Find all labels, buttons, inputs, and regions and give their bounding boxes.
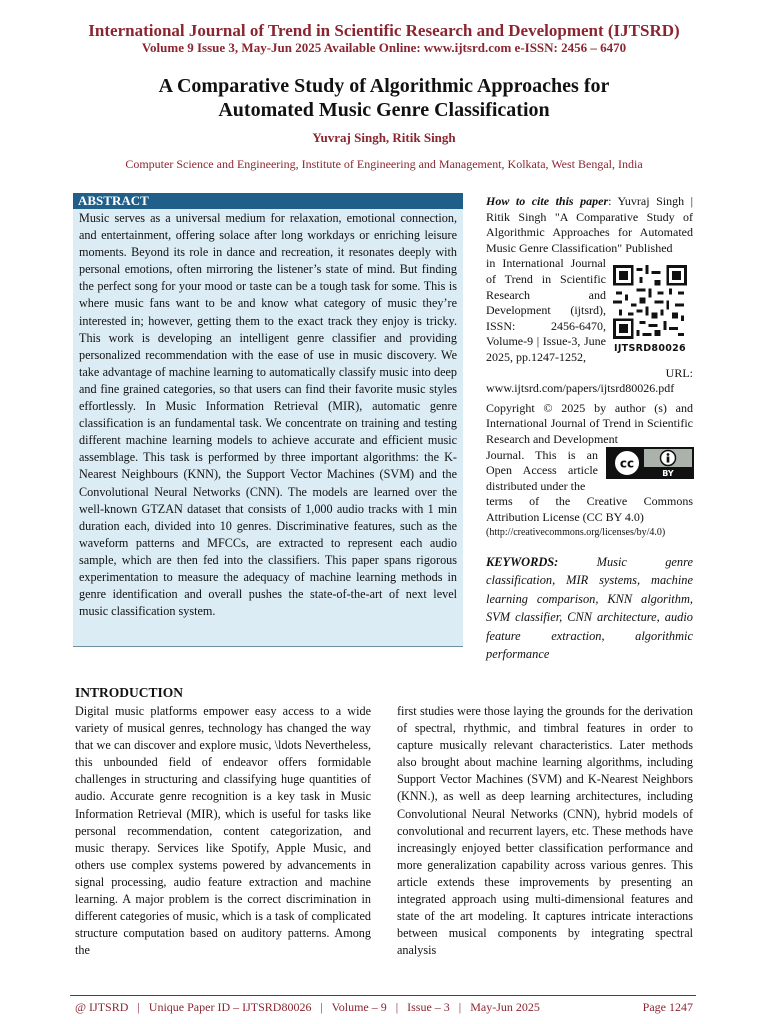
- cc-by-badge-icon: [606, 447, 694, 479]
- citation-lead-text: : Yuvraj Singh | Ritik Singh "A Comparative Study of Algorithmic Approaches for Automated Music Genre Classification" Published: [486, 194, 694, 255]
- page-footer: [75, 1000, 693, 1015]
- abstract-heading: ABSTRACT: [73, 193, 463, 209]
- citation-url-label: URL:: [665, 365, 693, 380]
- introduction-right-column: first studies were those laying the grounds for the derivation of spectral, rhythmic, and timbral features in order to capture musically relevant characteristics. Later methods also brought about machine learning algorithms, including Support Vector Machines (SVM) and K-Nearest Neighbors (KNN.), as well as deep learning architectures, including Convolutional Neural Networks (CNN), hybrid models of convolutional and recurrent layers, etc. These methods have increasingly enjoyed better classification performance and more generalization capability across various genres. This article extends these improvements by presenting an integrated approach using multi-dimensional features and state of the art modeling. It captures intricate interactions between musical components by integrating spectral analysis: [397, 704, 693, 958]
- copyright-block: [486, 401, 693, 541]
- abstract-box: [73, 193, 463, 647]
- keywords-label: KEYWORDS:: [486, 555, 559, 570]
- footer-page-number: Page 1247: [642, 1000, 693, 1014]
- copyright-terms: terms of the Creative Commons Attribution License (CC BY 4.0): [486, 494, 693, 524]
- journal-title: International Journal of Trend in Scientific Research and Development (IJTSRD): [88, 21, 680, 40]
- copyright-license: Journal. This is an Open Access article distributed under the: [486, 447, 598, 493]
- keywords-text: Music genre classification, MIR systems, machine learning comparison, KNN algorithm, SVM classifier, CNN architecture, audio feature extraction, algorithmic performance: [486, 555, 693, 662]
- qr-block: [610, 265, 690, 357]
- citation-label: How to cite this paper: [486, 194, 609, 208]
- citation-url[interactable]: www.ijtsrd.com/papers/ijtsrd80026.pdf: [486, 381, 675, 396]
- paper-authors: Yuvraj Singh, Ritik Singh: [312, 130, 456, 145]
- svg-text:BY: BY: [662, 468, 674, 478]
- paper-title-line-2: Automated Music Genre Classification: [218, 99, 550, 121]
- introduction-heading: INTRODUCTION: [75, 685, 184, 700]
- abstract-text: Music serves as a universal medium for relaxation, emotional connection, and entertainment, offering solace after long workdays or enriching leisure moments. Beyond its role in dance and recreation, it resonates deeply with personal emotions, often mirroring the listener’s state of mind. But finding the perfect song for your mood or taste can be a tough task for some. This is where music fans want to be and know what category of music they’re interested in; however, getting them to the exact track they enjoy is tricky. This work is developing an intelligent genre classifier and providing personalized recommendation with the ease of use in music discovery. We take advantage of machine learning to automatically classify music into deep and fine grained categories, so that users can find their favorite music styles effortlessly. In Music Information Retrieval (MIR), automatic genre classification is an fundamental task. We concentrate on training and testing different machine learning models to achieve accurate and efficient music assemblage. This task is performed by three important algorithms: the K-Nearest Neighbours (KNN), the Support Vector Machines (SVM) and the Convolutional Neural Networks (CNN). The models are learned over the well-known GTZAN dataset that consists of 1,000 audio tracks with 1 min duration each, divided into 10 genres. Discriminative features, such as the waveform patterns and MFCCs, are extracted to represent each audio sample, which are then fed into the classifiers. This paper spans rigorous experimentation to measure the adequacy of machine learning methods in genre identification and overall pushes the state-of-the-art of next level music classification system.: [79, 211, 457, 619]
- citation-details: in International Journal of Trend in Scientific Research and Development (ijtsrd), ISSN: 2456-6470, Volume-9 | Issue-3, June 2025, pp.1247-1252,: [486, 256, 606, 364]
- svg-text:cc: cc: [619, 456, 635, 471]
- copyright-lead: Copyright © 2025 by author (s) and International Journal of Trend in Scientific Research and Development: [486, 400, 693, 446]
- paper-affiliation: Computer Science and Engineering, Institute of Engineering and Management, Kolkata, West Bengal, India: [125, 157, 643, 171]
- citation-panel: [486, 194, 693, 664]
- qr-code-icon: [613, 265, 687, 339]
- keywords: [486, 553, 693, 663]
- introduction-left-column: Digital music platforms empower easy access to a wide variety of musical genres, technology has changed the way that we can discover and explore music, \ldots Nevertheless, this unbounded field of endeavor offers formidable challenges in structuring and classifying huge quantities of audio. Accurate genre recognition is a key task in Music Information Retrieval (MIR), which is useful for tasks like personal recommendation, content categorization, and music therapy. Services like Spotify, Apple Music, and others use complex systems powered by advancements in signal processing, audio feature extraction and machine learning. A major problem is the correct discrimination in different categories of music, which is a task of complicated structure computation based on auditory patterns. Among the: [75, 704, 371, 958]
- footer-rule: [70, 995, 696, 996]
- citation-lead: [486, 194, 693, 256]
- license-url[interactable]: (http://creativecommons.org/licenses/by/4.0): [486, 527, 666, 539]
- journal-volume-line: Volume 9 Issue 3, May-Jun 2025 Available Online: www.ijtsrd.com e-ISSN: 2456 – 6470: [141, 40, 627, 55]
- footer-info: @ IJTSRD | Unique Paper ID – IJTSRD80026 | Volume – 9 | Issue – 3 | May-Jun 2025: [75, 1000, 540, 1014]
- paper-title-line-1: A Comparative Study of Algorithmic Approaches for: [158, 75, 610, 97]
- qr-paper-id: IJTSRD80026: [614, 343, 686, 354]
- paper-title: [0, 74, 768, 122]
